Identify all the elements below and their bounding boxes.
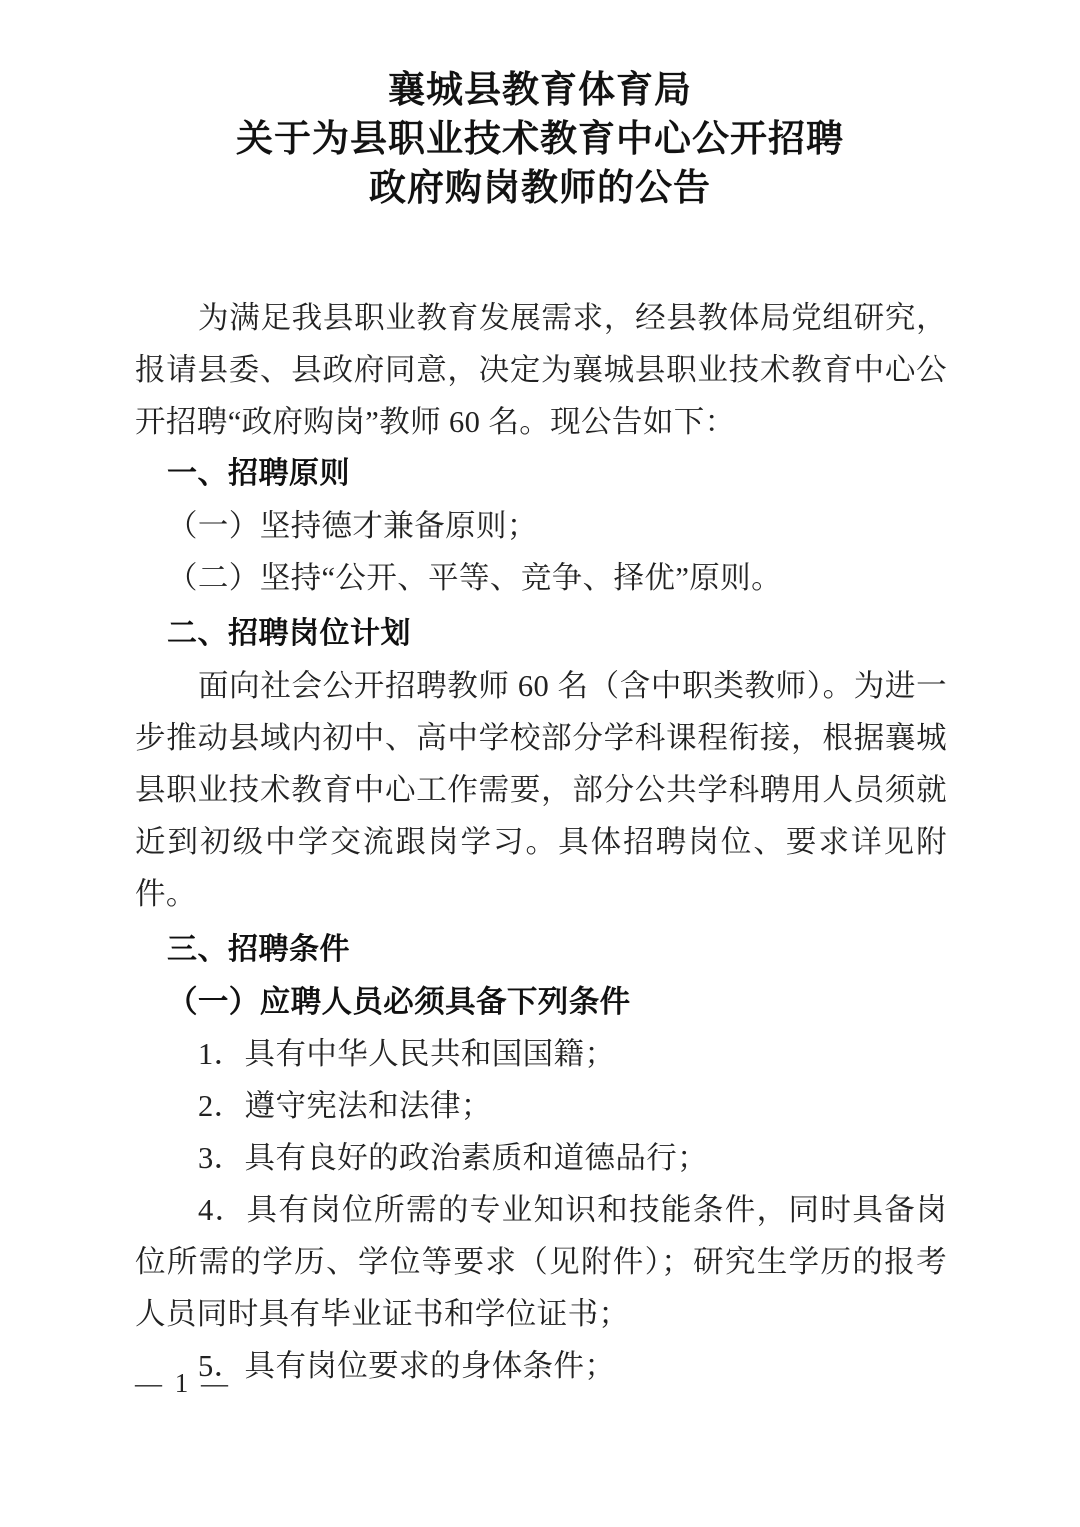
section-heading-1: 一、招聘原则 [167, 457, 350, 490]
section-heading-3: 三、招聘条件 [167, 933, 350, 966]
document-title-block [0, 66, 1080, 213]
section-1-item-2: （二）坚持“公开、平等、竞争、择优”原则。 [167, 561, 782, 595]
document-body [135, 292, 947, 1392]
title-line-1: 襄城县教育体育局 [388, 70, 692, 111]
section-2-paragraph: 面向社会公开招聘教师 60 名（含中职类教师）。为进一步推动县域内初中、高中学校部分学科课程衔接，根据襄城县职业技术教育中心工作需要，部分公共学科聘用人员须就近到初级中学交流跟岗学习。具体招聘岗位、要求详见附件。 [135, 669, 947, 911]
condition-item-4: 4．具有岗位所需的专业知识和技能条件，同时具备岗位所需的学历、学位等要求（见附件）；研究生学历的报考人员同时具有毕业证书和学位证书； [135, 1193, 947, 1331]
condition-item-3: 3．具有良好的政治素质和道德品行； [198, 1141, 709, 1175]
intro-paragraph: 为满足我县职业教育发展需求，经县教体局党组研究，报请县委、县政府同意，决定为襄城县职业技术教育中心公开招聘“政府购岗”教师 60 名。现公告如下： [135, 301, 947, 439]
condition-item-2: 2．遵守宪法和法律； [198, 1089, 492, 1123]
title-line-2: 关于为县职业技术教育中心公开招聘 [236, 119, 844, 160]
page-number-footer: — 1 — [135, 1368, 231, 1398]
title-line-3: 政府购岗教师的公告 [369, 168, 711, 209]
condition-item-5: 5．具有岗位要求的身体条件； [198, 1349, 616, 1383]
condition-item-1: 1．具有中华人民共和国国籍； [198, 1037, 616, 1071]
section-heading-2: 二、招聘岗位计划 [167, 617, 411, 650]
section-1-item-1: （一）坚持德才兼备原则； [167, 509, 538, 543]
section-3-subheading: （一）应聘人员必须具备下列条件 [167, 985, 631, 1019]
